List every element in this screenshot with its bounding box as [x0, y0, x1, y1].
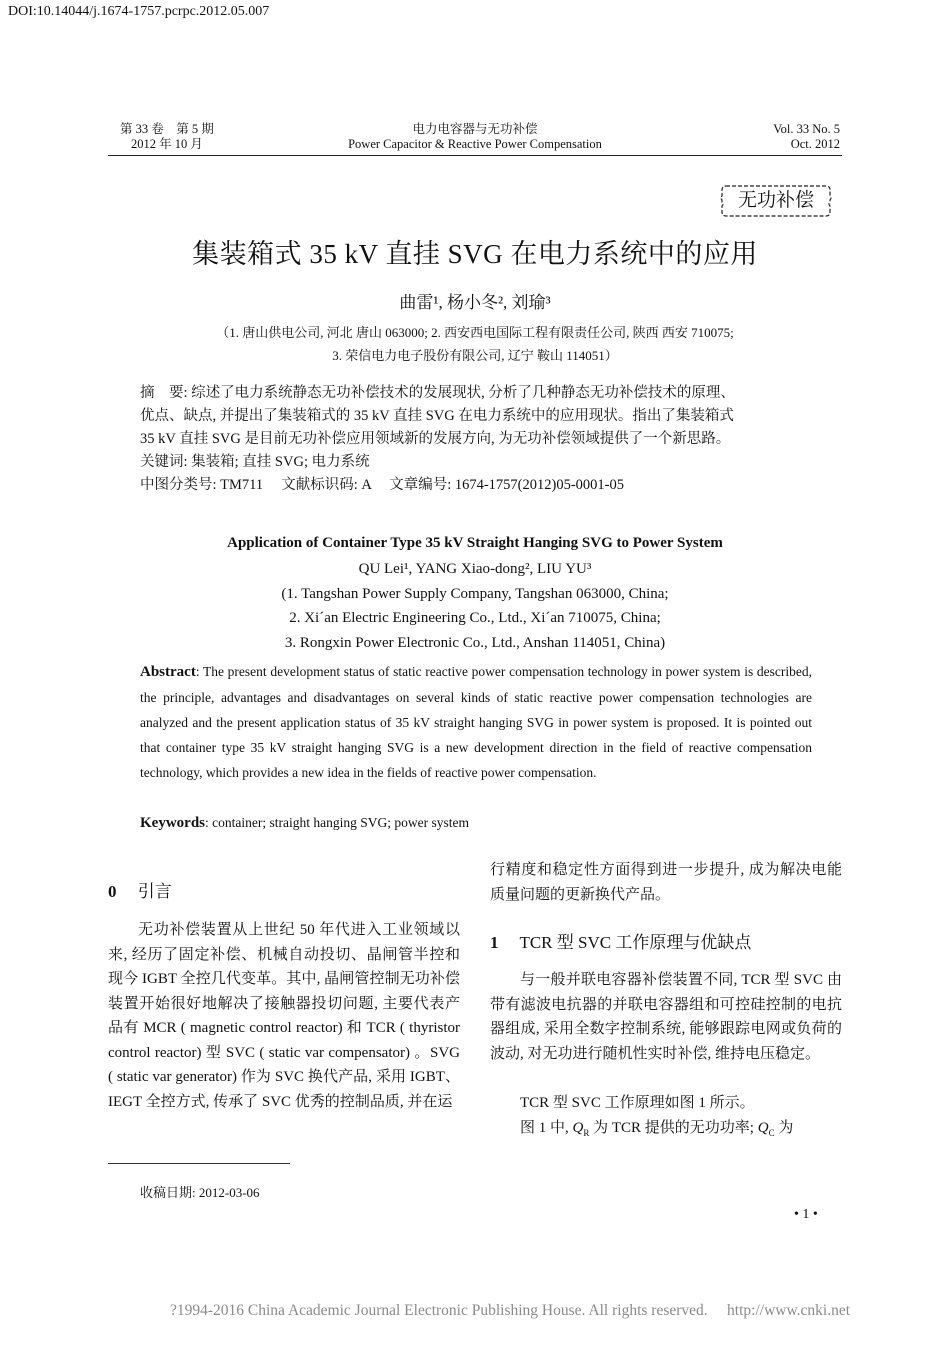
affiliation-line-1: （1. 唐山供电公司, 河北 唐山 063000; 2. 西安西电国际工程有限责任公司, 陕西 西安 710075;	[216, 325, 734, 340]
column-tag	[718, 184, 834, 218]
section-1-paragraph-2: TCR 型 SVC 工作原理如图 1 所示。	[520, 1095, 755, 1111]
section-1-heading	[490, 928, 751, 953]
section-1-paragraph-1: 与一般并联电容器补偿装置不同, TCR 型 SVC 由带有滤波电抗器的并联电容器组和可控硅控制的电抗器组成, 采用全数字控制系统, 能够跟踪电网或负荷的波动, 对无功进行随机性实时补偿, 维持电压稳定。	[490, 972, 842, 1062]
para3-text-g: 为	[774, 1120, 794, 1136]
para3-text-a: 图 1 中,	[520, 1120, 573, 1136]
subscript-r: R	[583, 1128, 590, 1138]
subscript-c: C	[768, 1128, 775, 1138]
abstract-cn-line-3: 35 kV 直挂 SVG 是目前无功补偿应用领域新的发展方向, 为无功补偿领域提供了一个新思路。	[140, 431, 731, 447]
english-abstract	[140, 659, 812, 785]
section-0-number: 0	[108, 882, 117, 901]
header-rule	[108, 155, 842, 156]
footnote-rule	[108, 1163, 290, 1164]
section-1-paragraph-3	[490, 1116, 842, 1146]
authors-cn: 曲雷¹, 杨小冬², 刘瑜³	[399, 293, 551, 312]
classification-line: 中图分类号: TM711 文献标识码: A 文章编号: 1674-1757(2012)05-0001-05	[140, 477, 624, 493]
copyright-watermark: ?1994-2016 China Academic Journal Electronic Publishing House. All rights reserved. http://www.cnki.net	[170, 1302, 851, 1319]
header-volume	[120, 122, 214, 152]
keywords-text: : container; straight hanging SVG; power system	[205, 815, 469, 830]
section-0-heading	[108, 877, 172, 902]
english-affiliation-2: 2. Xi´an Electric Engineering Co., Ltd., Xi´an 710075, China;	[289, 610, 661, 626]
english-title: Application of Container Type 35 kV Straight Hanging SVG to Power System	[227, 535, 723, 551]
affiliation-line-2: 3. 荣信电力电子股份有限公司, 辽宁 鞍山 114051）	[332, 348, 618, 363]
header-volume-issue: 第 33 卷 第 5 期	[120, 122, 214, 136]
english-keywords	[140, 810, 812, 836]
abstract-cn-line-2: 优点、缺点, 并提出了集装箱式的 35 kV 直挂 SVG 在电力系统中的应用现状。指出了集装箱式	[140, 408, 734, 424]
paper-title: 集装箱式 35 kV 直挂 SVG 在电力系统中的应用	[192, 239, 758, 269]
abstract-cn-line-1: 摘 要: 综述了电力系统静态无功补偿技术的发展现状, 分析了几种静态无功补偿技术的原理、	[140, 385, 735, 401]
abstract-cn	[140, 382, 812, 497]
header-journal	[300, 122, 650, 152]
header-date: 2012 年 10 月	[130, 137, 203, 151]
section-0-paragraph: 无功补偿装置从上世纪 50 年代进入工业领域以来, 经历了固定补偿、机械自动投切、晶闸管半控和现今 IGBT 全控几代变革。其中, 晶闸管控制无功补偿装置开始很好地解决了接触器投切问题, 主要代表产品有 MCR ( magnetic control reactor) 和 TCR ( thyristor control reactor) 型 SVC ( static var compensator) 。SVG ( static var generator) 作为 SVC 换代产品, 采用 IGBT、IEGT 全控方式, 传承了 SVC 优秀的控制品质, 并在运	[108, 922, 460, 1110]
section-1-number: 1	[490, 933, 499, 952]
journal-name-cn: 电力电容器与无功补偿	[412, 122, 538, 136]
symbol-q-r: Q	[572, 1120, 584, 1136]
symbol-q-c: Q	[757, 1120, 769, 1136]
english-authors: QU Lei¹, YANG Xiao-dong², LIU YU³	[358, 561, 592, 577]
header-month: Oct. 2012	[790, 137, 840, 151]
abstract-text: : The present development status of static reactive power compensation technology in power system is described, the principle, advantages and disadvantages on several kinds of static reactive power compensation technologies are analyzed and the present application status of 35 kV straight hanging SVG in power system is proposed. It is pointed out that container type 35 kV straight hanging SVG is a new development direction in the field of reactive compensation technology, which provides a new idea in the fields of reactive power compensation.	[140, 664, 812, 780]
section-0-title: 引言	[137, 882, 172, 901]
column-tag-label: 无功补偿	[737, 190, 814, 211]
keywords-label: Keywords	[140, 815, 205, 831]
english-affiliation-3: 3. Rongxin Power Electronic Co., Ltd., Anshan 114051, China)	[284, 635, 666, 651]
para3-text-d: 为 TCR 提供的无功功率;	[589, 1120, 758, 1136]
journal-name-en: Power Capacitor & Reactive Power Compensation	[348, 137, 602, 151]
abstract-label: Abstract	[140, 664, 196, 680]
right-column-continuation: 行精度和稳定性方面得到进一步提升, 成为解决电能质量问题的更新换代产品。	[490, 862, 842, 903]
english-affiliation-1: (1. Tangshan Power Supply Company, Tangshan 063000, China;	[281, 586, 669, 602]
doi-line: DOI:10.14044/j.1674-1757.pcrpc.2012.05.007	[8, 4, 270, 19]
header-volume-en	[773, 122, 840, 152]
section-1-title: TCR 型 SVC 工作原理与优缺点	[519, 933, 752, 952]
header-vol-no: Vol. 33 No. 5	[773, 122, 840, 136]
received-date: 收稿日期: 2012-03-06	[140, 1185, 260, 1200]
page-number: • 1 •	[794, 1207, 818, 1222]
keywords-cn: 关键词: 集装箱; 直挂 SVG; 电力系统	[140, 454, 370, 470]
